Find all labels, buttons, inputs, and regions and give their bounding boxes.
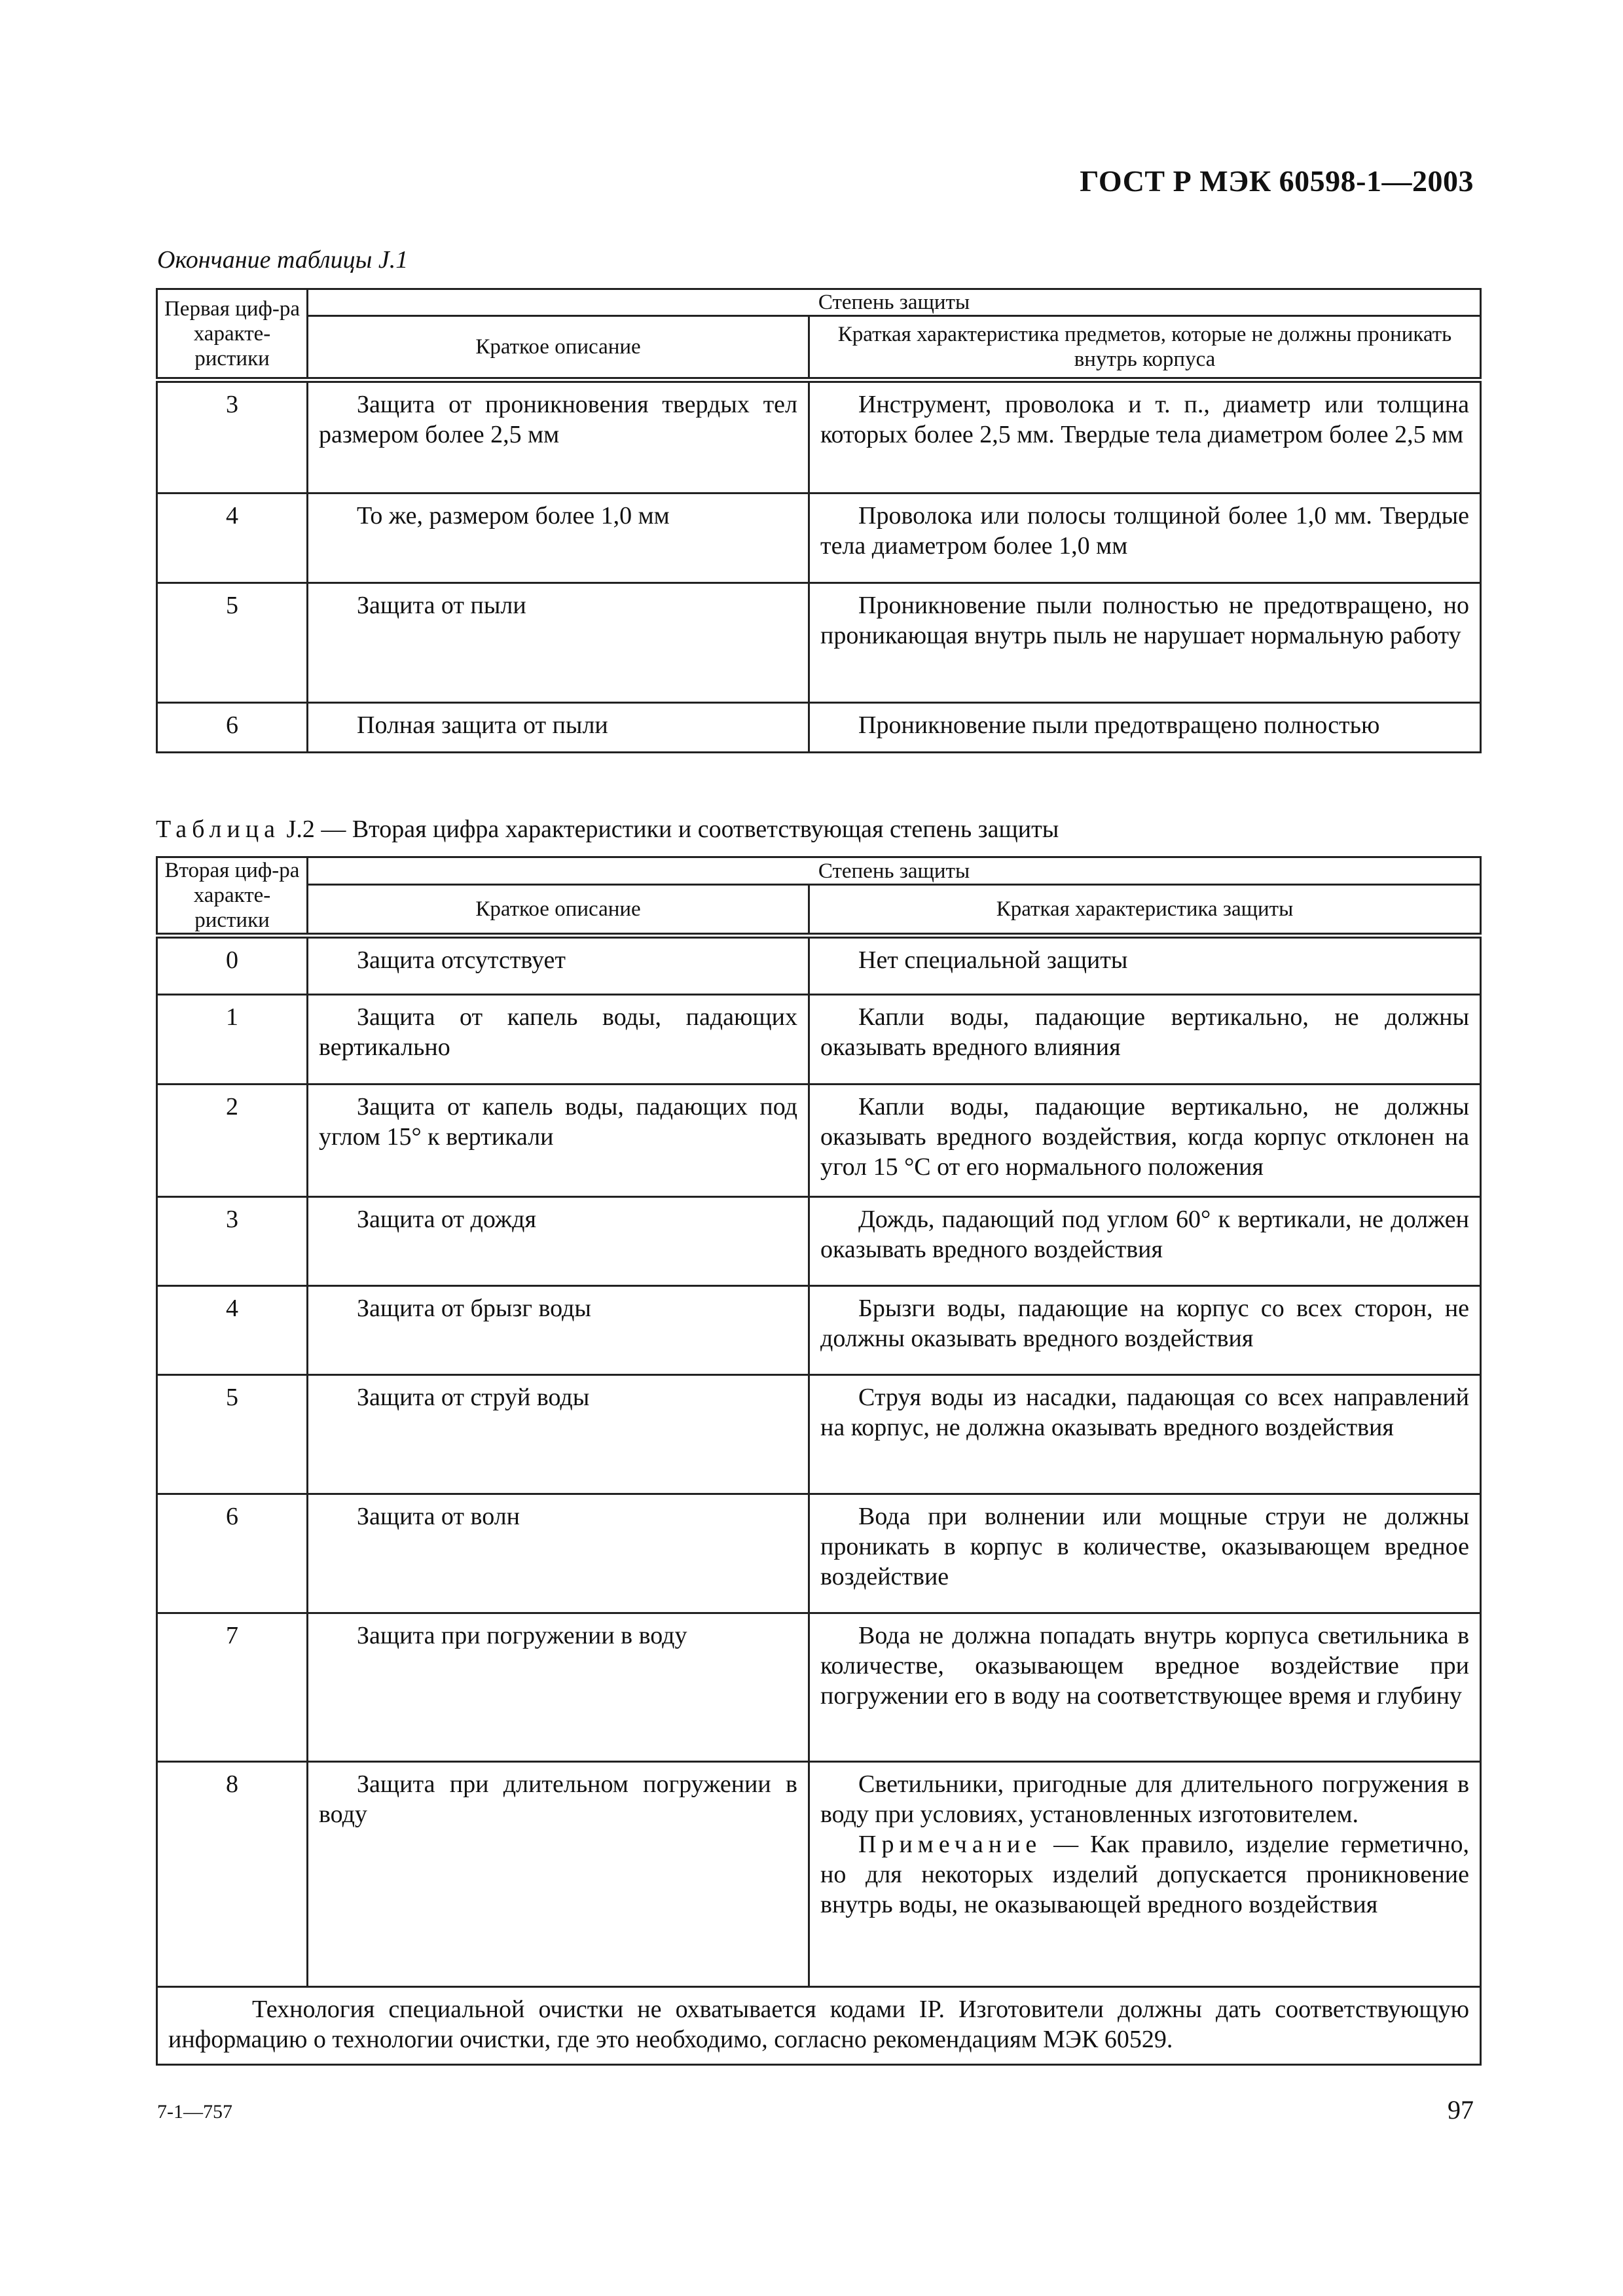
row-digit: 7 bbox=[157, 1613, 308, 1762]
table1-col-desc: Краткое описание bbox=[308, 316, 809, 380]
table-row bbox=[157, 1197, 1481, 1286]
row-desc: Защита при длительном погружении в воду bbox=[308, 1762, 809, 1987]
note bbox=[820, 1829, 1469, 1920]
row-char: Брызги воды, падающие на корпус со всех сторон, не должны оказывать вредного воздействия bbox=[809, 1286, 1481, 1375]
row-desc: Полная защита от пыли bbox=[308, 703, 809, 753]
row-char: Капли воды, падающие вертикально, не должны оказывать вредного воздействия, когда корпус отклонен на угол 15 °С от его нормального положения bbox=[809, 1085, 1481, 1197]
row-desc: Защита при погружении в воду bbox=[308, 1613, 809, 1762]
table-j2 bbox=[156, 856, 1482, 2066]
table-row bbox=[157, 583, 1481, 703]
table1-caption: Окончание таблицы J.1 bbox=[157, 246, 409, 274]
table-row bbox=[157, 1762, 1481, 1987]
row-char: Капли воды, падающие вертикально, не должны оказывать вредного влияния bbox=[809, 995, 1481, 1085]
note-text: — Как правило, изделие герметично, но для некоторых изделий допускается проникновение внутрь воды, не оказывающей вредного воздействия bbox=[820, 1831, 1470, 1918]
row-char: Вода при волнении или мощные струи не должны проникать в корпус в количестве, оказывающем вредное воздействие bbox=[809, 1494, 1481, 1613]
row-desc: Защита от капель воды, падающих под углом 15° к вертикали bbox=[308, 1085, 809, 1197]
table-row bbox=[157, 1375, 1481, 1494]
table2-caption bbox=[156, 815, 1059, 844]
table1-col-group: Степень защиты bbox=[308, 289, 1481, 316]
row-digit: 3 bbox=[157, 380, 308, 493]
table1-col-first: Первая циф-ра характе-ристики bbox=[157, 289, 308, 380]
table-row bbox=[157, 380, 1481, 493]
table2-col-group: Степень защиты bbox=[308, 857, 1481, 885]
row-char: Струя воды из насадки, падающая со всех направлений на корпус, не должна оказывать вредного воздействия bbox=[809, 1375, 1481, 1494]
table-footnote: Технология специальной очистки не охватывается кодами IP. Изготовители должны дать соответствующую информацию о технологии очистки, где это необходимо, согласно рекомендациям МЭК 60529. bbox=[157, 1987, 1481, 2065]
row-char: Светильники, пригодные для длительного погружения в воду при условиях, установленных изготовителем. bbox=[820, 1770, 1470, 1828]
table2-col-desc: Краткое описание bbox=[308, 885, 809, 936]
row-desc: Защита от струй воды bbox=[308, 1375, 809, 1494]
row-char: Нет специальной защиты bbox=[809, 936, 1481, 995]
row-digit: 6 bbox=[157, 1494, 308, 1613]
row-digit: 5 bbox=[157, 1375, 308, 1494]
row-desc: Защита от волн bbox=[308, 1494, 809, 1613]
row-digit: 0 bbox=[157, 936, 308, 995]
document-header: ГОСТ Р МЭК 60598-1—2003 bbox=[1080, 164, 1474, 198]
table1-col-char: Краткая характеристика предметов, которые не должны проникать внутрь корпуса bbox=[809, 316, 1481, 380]
row-char: Инструмент, проволока и т. п., диаметр или толщина которых более 2,5 мм. Твердые тела диаметром более 2,5 мм bbox=[809, 380, 1481, 493]
table2-caption-prefix: Таблица bbox=[156, 816, 281, 843]
row-digit: 4 bbox=[157, 1286, 308, 1375]
row-desc: Защита от брызг воды bbox=[308, 1286, 809, 1375]
table-row bbox=[157, 1494, 1481, 1613]
row-desc: Защита отсутствует bbox=[308, 936, 809, 995]
row-desc: Защита от капель воды, падающих вертикально bbox=[308, 995, 809, 1085]
table-row bbox=[157, 1613, 1481, 1762]
row-char: Проникновение пыли полностью не предотвращено, но проникающая внутрь пыль не нарушает нормальную работу bbox=[809, 583, 1481, 703]
table-footnote-row bbox=[157, 1987, 1481, 2065]
row-digit: 8 bbox=[157, 1762, 308, 1987]
table-j1 bbox=[156, 288, 1482, 753]
table-row bbox=[157, 936, 1481, 995]
row-digit: 4 bbox=[157, 493, 308, 583]
table2-caption-title: J.2 — Вторая цифра характеристики и соответствующая степень защиты bbox=[280, 816, 1059, 843]
row-char: Дождь, падающий под углом 60° к вертикали, не должен оказывать вредного воздействия bbox=[809, 1197, 1481, 1286]
row-desc: То же, размером более 1,0 мм bbox=[308, 493, 809, 583]
row-desc: Защита от дождя bbox=[308, 1197, 809, 1286]
row-desc: Защита от проникновения твердых тел размером более 2,5 мм bbox=[308, 380, 809, 493]
row-desc: Защита от пыли bbox=[308, 583, 809, 703]
table-row bbox=[157, 995, 1481, 1085]
row-digit: 5 bbox=[157, 583, 308, 703]
row-char: Вода не должна попадать внутрь корпуса светильника в количестве, оказывающем вредное воздействие при погружении его в воду на соответствующее время и глубину bbox=[809, 1613, 1481, 1762]
table2-col-first: Вторая циф-ра характе-ристики bbox=[157, 857, 308, 936]
table-row bbox=[157, 703, 1481, 753]
row-char-with-note bbox=[809, 1762, 1481, 1987]
table-row bbox=[157, 1085, 1481, 1197]
row-digit: 3 bbox=[157, 1197, 308, 1286]
page-number: 97 bbox=[1448, 2095, 1474, 2125]
row-digit: 2 bbox=[157, 1085, 308, 1197]
table-row bbox=[157, 493, 1481, 583]
note-label: Примечание bbox=[858, 1831, 1042, 1858]
table2-col-char: Краткая характеристика защиты bbox=[809, 885, 1481, 936]
row-digit: 6 bbox=[157, 703, 308, 753]
row-digit: 1 bbox=[157, 995, 308, 1085]
row-char: Проникновение пыли предотвращено полностью bbox=[809, 703, 1481, 753]
row-char: Проволока или полосы толщиной более 1,0 мм. Твердые тела диаметром более 1,0 мм bbox=[809, 493, 1481, 583]
table-row bbox=[157, 1286, 1481, 1375]
print-code: 7-1—757 bbox=[157, 2101, 232, 2123]
